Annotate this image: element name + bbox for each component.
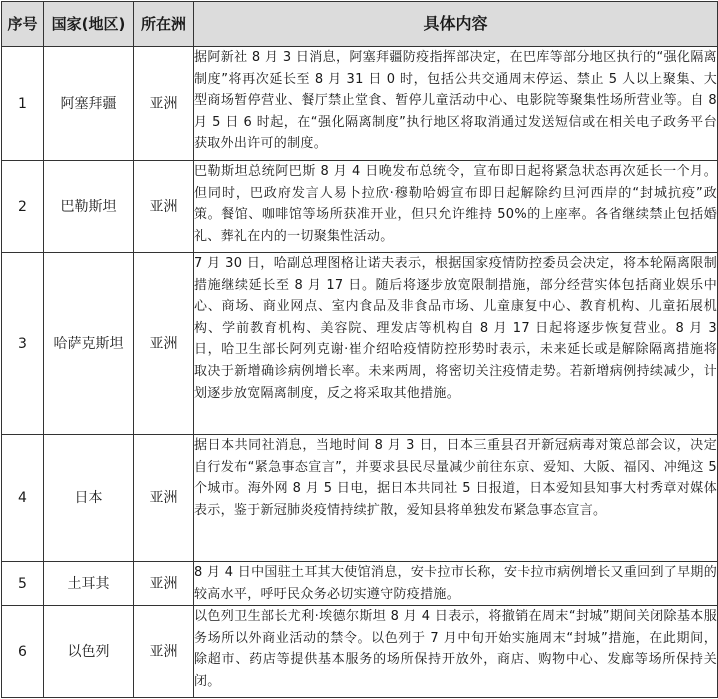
- row-content: 巴勒斯坦总统阿巴斯 8 月 4 日晚发布总统令，宣布即日起将紧急状态再次延长一个月。但同时，巴政府发言人易卜拉欣·穆勒哈姆宣布即日起解除约旦河西岸的“封城抗疫”政策。餐馆、咖啡馆等场所获准开业，但只允许维持 50%的上座率。各省继续禁止包括婚礼、葬礼在内的一切聚集性活动。: [194, 161, 718, 253]
- row-content: 据阿新社 8 月 3 日消息，阿塞拜疆防疫指挥部决定，在巴库等部分地区执行的“强化隔离制度”将再次延长至 8 月 31 日 0 时，包括公共交通周末停运、禁止 5 人以上聚集、大型商场暂停营业、餐厅禁止堂食、暂停儿童活动中心、电影院等聚集性场所营业等。自 8 月 5 日 6 时起，在“强化隔离制度”执行地区将取消通过发送短信或在相关电子政务平台获取外出许可的制度。: [194, 47, 718, 161]
- table-row: [2, 253, 718, 435]
- row-country: 巴勒斯坦: [44, 161, 134, 253]
- row-content: 7 月 30 日，哈副总理图格让诺夫表示，根据国家疫情防控委员会决定，将本轮隔离限制措施继续延长至 8 月 17 日。随后将逐步放宽限制措施，部分经营实体包括商业娱乐中心、商场、商业网点、室内食品及非食品市场、儿童康复中心、教育机构、儿童拓展机构、学前教育机构、美容院、理发店等机构自 8 月 17 日起将逐步恢复营业。8 月 3 日，哈卫生部长阿列克谢·崔介绍哈疫情防控形势时表示，未来延长或是解除隔离措施将取决于新增确诊病例增长率。未来两周，将密切关注疫情走势。若新增病例持续减少，计划逐步放宽隔离制度，反之将采取其他措施。: [194, 253, 718, 435]
- row-country: 土耳其: [44, 562, 134, 606]
- row-country: 以色列: [44, 606, 134, 698]
- row-continent: 亚洲: [134, 47, 194, 161]
- row-continent: 亚洲: [134, 253, 194, 435]
- row-country: 日本: [44, 435, 134, 562]
- row-continent: 亚洲: [134, 161, 194, 253]
- row-content: 以色列卫生部长尤利·埃德尔斯坦 8 月 4 日表示，将撤销在周末“封城”期间关闭除基本服务场所以外商业活动的禁令。以色列于 7 月中旬开始实施周末“封城”措施，在此期间，除超市、药店等提供基本服务的场所保持开放外，商店、购物中心、发廊等场所保持关闭。: [194, 606, 718, 698]
- header-row: [2, 2, 718, 47]
- row-number: 2: [2, 161, 44, 253]
- row-number: 5: [2, 562, 44, 606]
- row-number: 1: [2, 47, 44, 161]
- row-number: 3: [2, 253, 44, 435]
- row-content: 8 月 4 日中国驻土耳其大使馆消息，安卡拉市长称，安卡拉市病例增长又重回到了早期的较高水平，呼吁民众务必切实遵守防疫措施。: [194, 562, 718, 606]
- table-row: [2, 47, 718, 161]
- header-country: 国家(地区): [44, 2, 134, 47]
- row-continent: 亚洲: [134, 435, 194, 562]
- row-content: 据日本共同社消息，当地时间 8 月 3 日，日本三重县召开新冠病毒对策总部会议，决定自行发布“紧急事态宣言”，并要求县民尽量减少前往东京、爱知、大阪、福冈、冲绳这 5 个城市。海外网 8 月 5 日电，据日本共同社 5 日报道，日本爱知县知事大村秀章对媒体表示，鉴于新冠肺炎疫情持续扩散，爱知县将单独发布紧急事态宣言。: [194, 435, 718, 562]
- row-country: 哈萨克斯坦: [44, 253, 134, 435]
- row-number: 4: [2, 435, 44, 562]
- table-header: [2, 2, 718, 47]
- table-row: [2, 562, 718, 606]
- policy-table: [1, 1, 718, 698]
- header-content: 具体内容: [194, 2, 718, 47]
- header-continent: 所在洲: [134, 2, 194, 47]
- table-row: [2, 161, 718, 253]
- header-no: 序号: [2, 2, 44, 47]
- table-body: [2, 47, 718, 698]
- row-continent: 亚洲: [134, 606, 194, 698]
- row-continent: 亚洲: [134, 562, 194, 606]
- table-row: [2, 435, 718, 562]
- table-row: [2, 606, 718, 698]
- row-number: 6: [2, 606, 44, 698]
- row-country: 阿塞拜疆: [44, 47, 134, 161]
